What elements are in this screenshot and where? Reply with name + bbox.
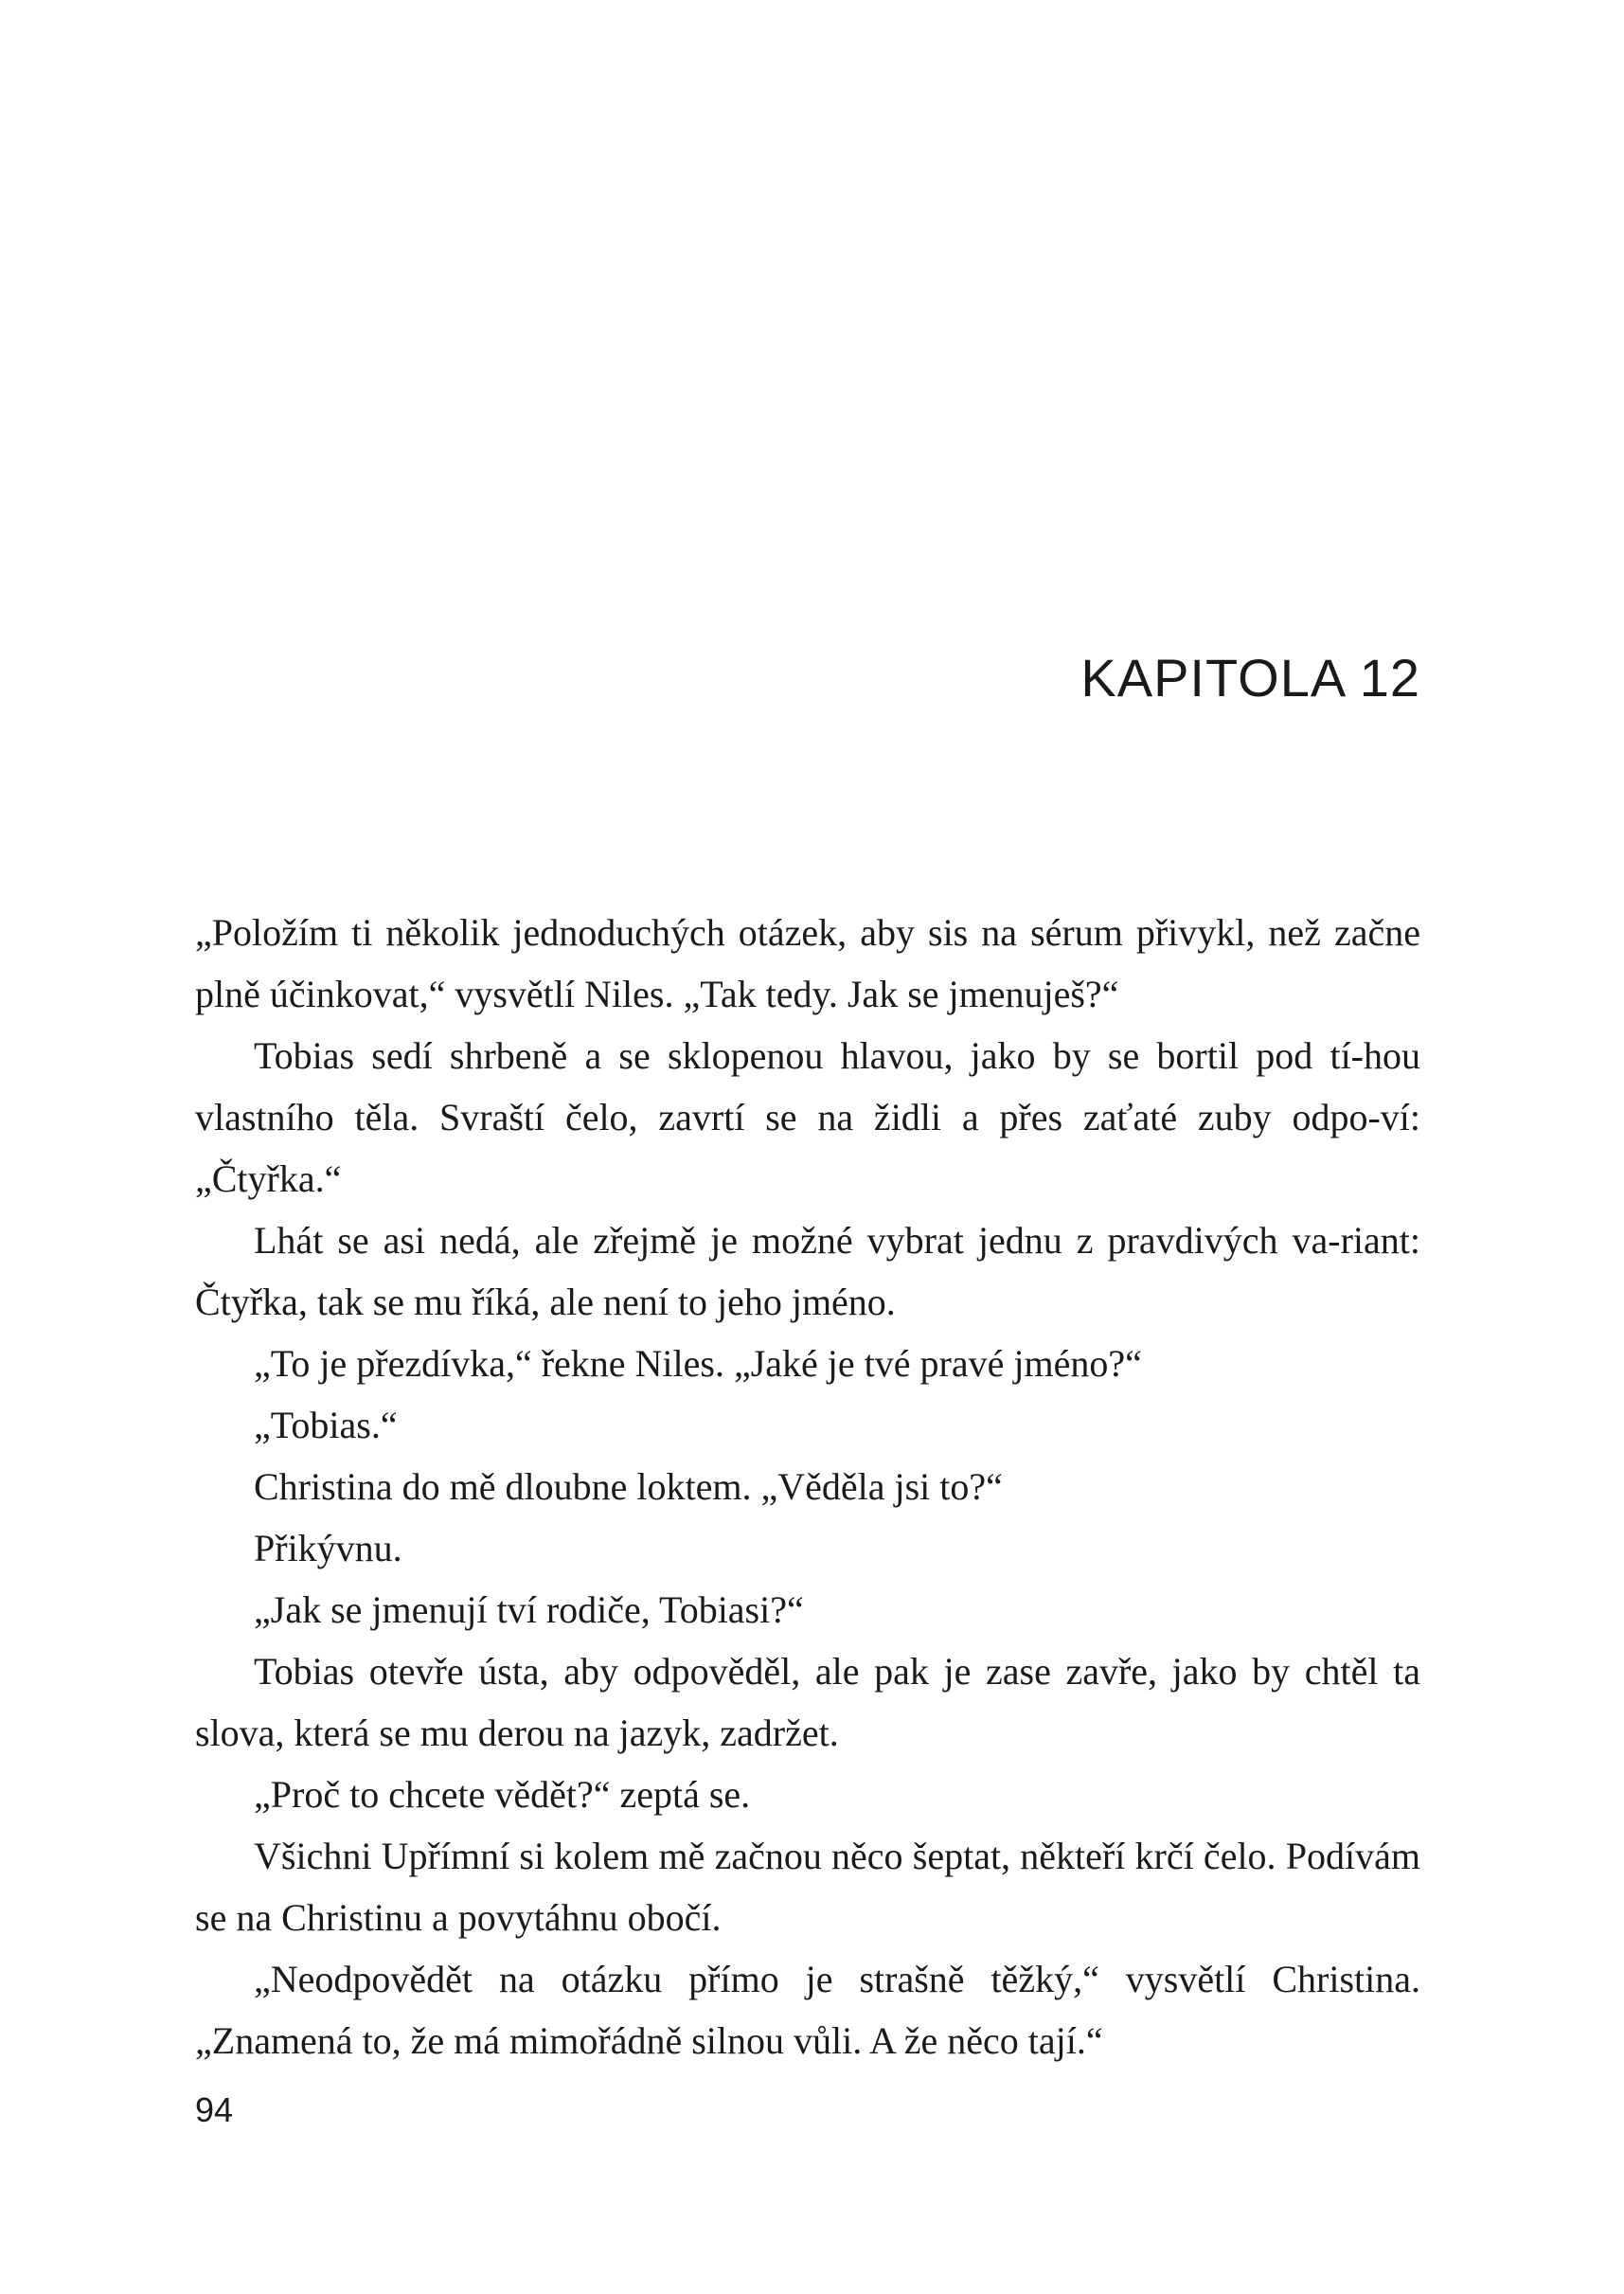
- paragraph: „Proč to chcete vědět?“ zeptá se.: [254, 1773, 751, 1816]
- paragraph: Christina do mě dloubne loktem. „Věděla jsi to?“: [254, 1465, 1003, 1508]
- paragraph: Přikývnu.: [254, 1527, 402, 1569]
- paragraph: Lhát se asi nedá, ale zřejmě je možné vybrat jednu z pravdivých va-riant: Čtyřka, tak se mu říká, ale není to jeho jméno.: [195, 1219, 1420, 1323]
- paragraph: „To je přezdívka,“ řekne Niles. „Jaké je tvé pravé jméno?“: [254, 1342, 1142, 1385]
- paragraph: „Neodpovědět na otázku přímo je strašně těžký,“ vysvětlí Christina. „Znamená to, že má mimořádně silnou vůli. A že něco tají.“: [195, 1958, 1420, 2062]
- paragraph: Tobias sedí shrbeně a se sklopenou hlavou, jako by se bortil pod tí-hou vlastního těla. Svraští čelo, zavrtí se na židli a přes zaťaté zuby odpo-ví: „Čtyřka.“: [195, 1034, 1420, 1200]
- paragraph: Všichni Upřímní si kolem mě začnou něco šeptat, někteří krčí čelo. Podívám se na Christinu a povytáhnu obočí.: [195, 1835, 1420, 1939]
- paragraph: „Tobias.“: [254, 1404, 398, 1446]
- page-number: 94: [195, 2090, 234, 2129]
- chapter-body: [195, 902, 1420, 2071]
- paragraph: Tobias otevře ústa, aby odpověděl, ale pak je zase zavře, jako by chtěl ta slova, která se mu derou na jazyk, zadržet.: [195, 1650, 1420, 1754]
- paragraph: „Jak se jmenují tví rodiče, Tobiasi?“: [254, 1588, 804, 1631]
- paragraph: „Položím ti několik jednoduchých otázek, aby sis na sérum přivykl, než začne plně účinkovat,“ vysvětlí Niles. „Tak tedy. Jak se jmenuješ?“: [195, 911, 1420, 1015]
- chapter-title: KAPITOLA 12: [1080, 648, 1420, 708]
